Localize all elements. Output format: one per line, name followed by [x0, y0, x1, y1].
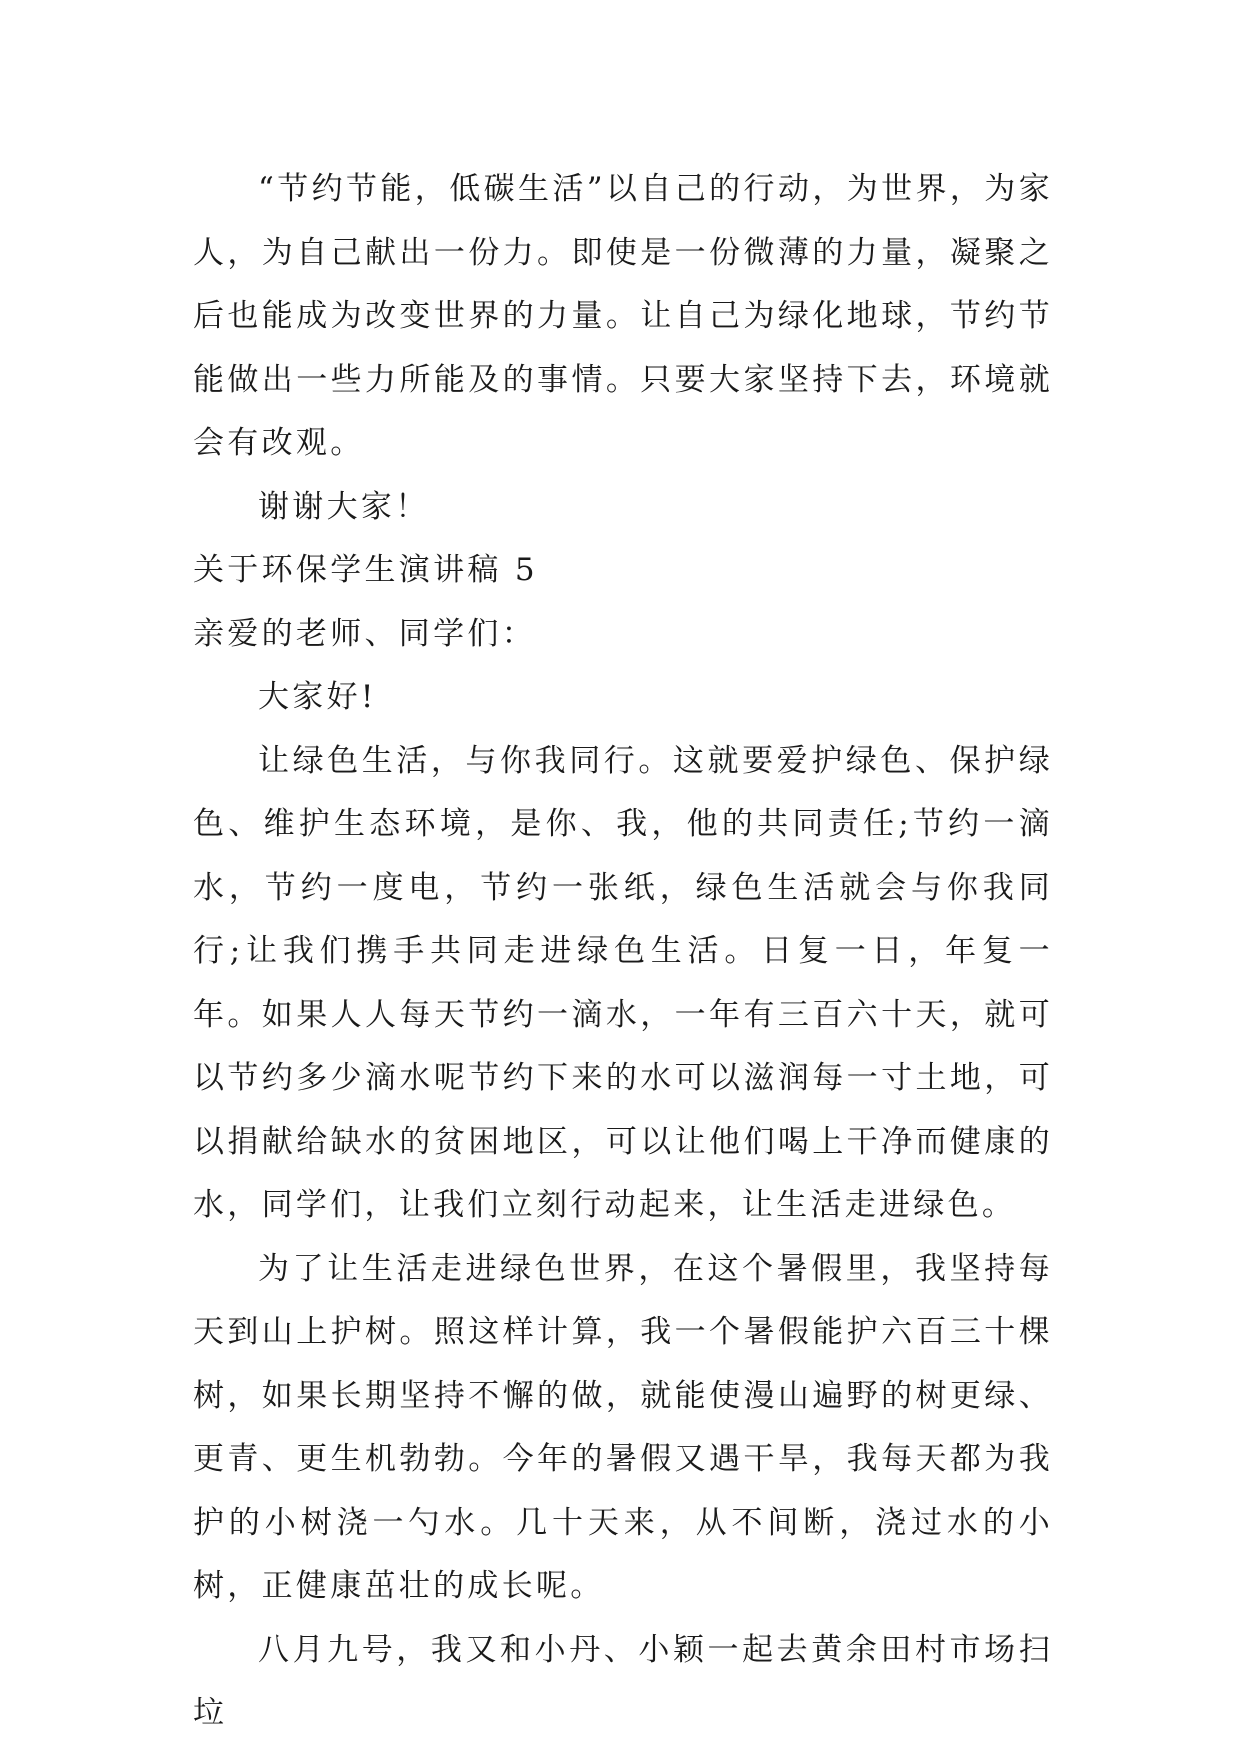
- salutation: 亲爱的老师、同学们：: [193, 615, 536, 652]
- paragraph-tree-care: 为了让生活走进绿色世界，在这个暑假里，我坚持每天到山上护树。照这样计算，我一个暑假能护六百三十棵树，如果长期坚持不懈的做，就能使漫山遍野的树更绿、更青、更生机勃勃。今年的暑假又遇干旱，我每天都为我护的小树浇一勺水。几十天来，从不间断，浇过水的小树，正健康茁壮的成长呢。: [193, 1250, 1053, 1604]
- greeting: 大家好!: [258, 679, 377, 715]
- paragraph-energy-saving: “节约节能，低碳生活”以自己的行动，为世界，为家人，为自己献出一份力。即使是一份微薄的力量，凝聚之后也能成为改变世界的力量。让自己为绿化地球，节约节能做出一些力所能及的事情。只要大家坚持下去，环境就会有改观。: [193, 171, 1053, 461]
- paragraph-green-life: 让绿色生活，与你我同行。这就要爱护绿色、保护绿色、维护生态环境，是你、我，他的共同责任;节约一滴水，节约一度电，节约一张纸，绿色生活就会与你我同行;让我们携手共同走进绿色生活。日复一日，年复一年。如果人人每天节约一滴水，一年有三百六十天，就可以节约多少滴水呢节约下来的水可以滋润每一寸土地，可以捐献给缺水的贫困地区，可以让他们喝上干净而健康的水，同学们，让我们立刻行动起来，让生活走进绿色。: [193, 742, 1053, 1223]
- paragraph-thanks: 谢谢大家！: [258, 488, 430, 525]
- document-body: [193, 158, 1053, 1746]
- section-title: 关于环保学生演讲稿 5: [193, 552, 538, 588]
- paragraph-august: 八月九号，我又和小丹、小颖一起去黄余田村市场扫垃: [193, 1631, 1053, 1731]
